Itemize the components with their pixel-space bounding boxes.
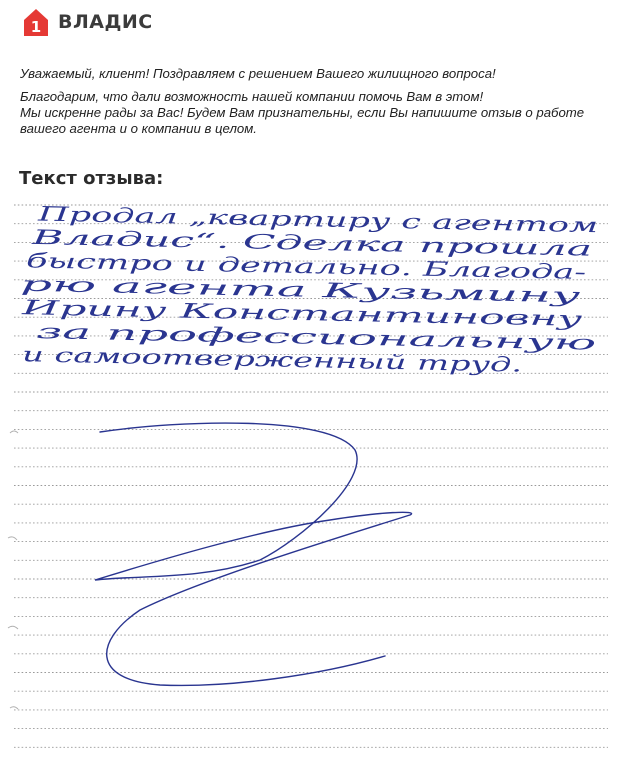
badge-number: 1 <box>30 18 42 36</box>
intro-line-2: Благодарим, что дали возможность нашей компании помочь Вам в этом! <box>20 89 484 104</box>
handwritten-line: рю агента Кузьмину <box>19 271 245 301</box>
intro-line-4: вашего агента и о компании в целом. <box>20 121 257 136</box>
handwritten-line: Ирину Константиновну <box>21 295 287 325</box>
intro-line-1: Уважаемый, клиент! Поздравляем с решением Вашего жилищного вопроса! <box>20 66 496 81</box>
handwritten-line: Владис“. Сделка прошла <box>31 224 296 255</box>
handwritten-line: быстро и детально. Благода- <box>25 248 346 279</box>
review-heading: Текст отзыва: <box>19 168 164 189</box>
handwritten-line: и самоотверженный труд. <box>21 342 320 373</box>
handwritten-line: Продал „квартиру с агентом <box>37 201 358 233</box>
handwritten-line: за профессиональную <box>35 318 270 348</box>
brand-name: ВЛАДИС <box>58 11 153 33</box>
strike-through-scribble <box>95 423 412 685</box>
intro-line-3: Мы искренне рады за Вас! Будем Вам признательны, если Вы напишите отзыв о работе <box>20 105 585 120</box>
